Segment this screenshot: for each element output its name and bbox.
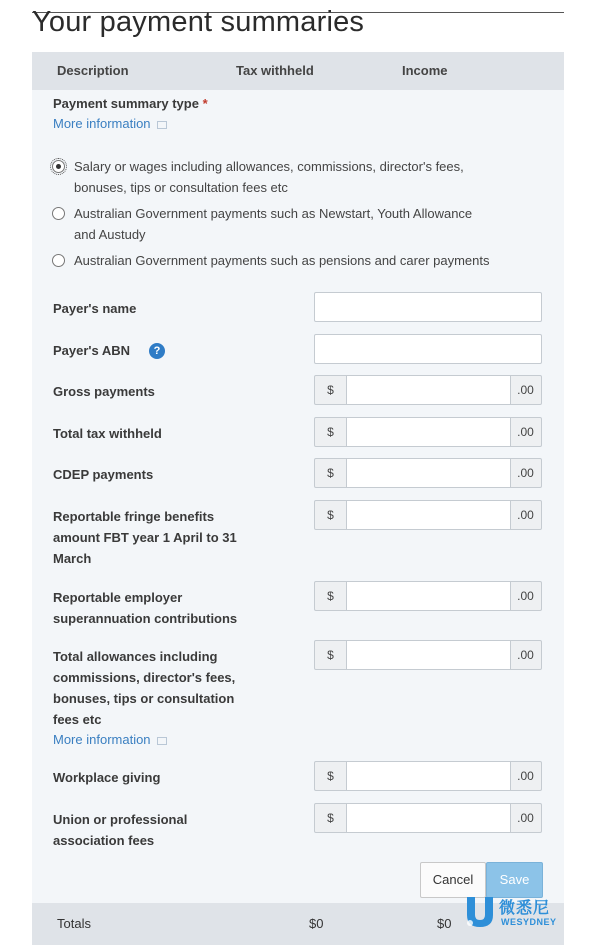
currency-symbol: $ (315, 418, 347, 446)
amount-field[interactable] (347, 762, 511, 790)
more-information-link[interactable] (53, 116, 167, 131)
decimal-suffix: .00 (517, 589, 534, 603)
decimal-suffix: .00 (517, 466, 534, 480)
cdep-payments-input[interactable] (314, 458, 542, 488)
payer-name-label: Payer's name (53, 301, 137, 316)
cdep-payments-label (53, 464, 153, 485)
currency-symbol: $ (315, 762, 347, 790)
decimal-suffix: .00 (517, 769, 534, 783)
label-line: Reportable employer (53, 590, 183, 605)
currency-symbol: $ (315, 804, 347, 832)
currency-symbol: $ (315, 501, 347, 529)
currency-symbol: $ (315, 582, 347, 610)
workplace-giving-input[interactable] (314, 761, 542, 791)
cancel-button[interactable]: Cancel (420, 862, 486, 898)
label-line: fees etc (53, 712, 102, 727)
label-line: Union or professional (53, 812, 188, 827)
label-line: Reportable fringe benefits (53, 509, 215, 524)
decimal-suffix: .00 (517, 508, 534, 522)
radio-gov-newstart[interactable] (52, 203, 552, 245)
radio-button[interactable] (52, 254, 65, 267)
label-line: bonuses, tips or consultation (53, 691, 235, 706)
total-allowances-label (53, 646, 235, 730)
amount-field[interactable] (347, 376, 511, 404)
more-information-text[interactable]: More information (53, 732, 151, 747)
radio-gov-pensions-label (74, 250, 490, 271)
payer-abn-input[interactable] (314, 334, 542, 364)
reportable-super-input[interactable] (314, 581, 542, 611)
decimal-suffix: .00 (517, 648, 534, 662)
header-description: Description (57, 63, 129, 78)
amount-field[interactable] (347, 501, 511, 529)
more-information-text[interactable]: More information (53, 116, 151, 131)
watermark-subtitle: WESYDNEY (501, 917, 557, 927)
label-line: superannuation contributions (53, 611, 238, 626)
amount-field[interactable] (347, 641, 511, 669)
gross-payments-input[interactable] (314, 375, 542, 405)
totals-label: Totals (57, 916, 91, 931)
table-header (32, 52, 564, 90)
decimal-suffix: .00 (517, 811, 534, 825)
wesydney-logo-icon (463, 893, 497, 931)
amount-field[interactable] (347, 582, 511, 610)
radio-label-line: and Austudy (74, 227, 146, 242)
radio-label-line: Australian Government payments such as pensions and carer payments (74, 253, 490, 268)
currency-symbol: $ (315, 641, 347, 669)
radio-button[interactable] (52, 207, 65, 220)
amount-field[interactable] (347, 418, 511, 446)
total-tax-withheld-input[interactable] (314, 417, 542, 447)
label-line: March (53, 551, 92, 566)
help-icon[interactable]: ? (149, 343, 165, 359)
radio-label-line: Salary or wages including allowances, commissions, director's fees, (74, 159, 464, 174)
label-line: Gross payments (53, 384, 155, 399)
payer-name-input[interactable] (314, 292, 542, 322)
external-link-icon (157, 737, 167, 745)
radio-salary-wages[interactable] (52, 156, 552, 198)
currency-symbol: $ (315, 459, 347, 487)
watermark-title: 微悉尼 (499, 900, 551, 917)
union-fees-label (53, 809, 187, 851)
label-line: commissions, director's fees, (53, 670, 236, 685)
reportable-fringe-benefits-input[interactable] (314, 500, 542, 530)
reportable-fringe-benefits-label (53, 506, 237, 569)
reportable-super-label (53, 587, 237, 629)
label-line: CDEP payments (53, 467, 154, 482)
radio-gov-newstart-label (74, 203, 472, 245)
radio-label-line: Australian Government payments such as Newstart, Youth Allowance (74, 206, 473, 221)
save-button[interactable]: Save (486, 862, 543, 898)
amount-field[interactable] (347, 804, 511, 832)
amount-field[interactable] (347, 459, 511, 487)
currency-symbol: $ (315, 376, 347, 404)
label-line: Total allowances including (53, 649, 218, 664)
decimal-suffix: .00 (517, 425, 534, 439)
gross-payments-label (53, 381, 155, 402)
page-title: Your payment summaries (32, 6, 365, 38)
summary-type-text: Payment summary type (53, 96, 199, 111)
workplace-giving-label (53, 767, 160, 788)
label-line: Total tax withheld (53, 426, 162, 441)
totals-tax-withheld: $0 (309, 916, 324, 931)
label-line: Workplace giving (53, 770, 161, 785)
total-allowances-input[interactable] (314, 640, 542, 670)
radio-label-line: bonuses, tips or consultation fees etc (74, 180, 288, 195)
radio-salary-wages-label (74, 156, 464, 198)
wesydney-watermark (463, 893, 593, 935)
label-line: amount FBT year 1 April to 31 (53, 530, 237, 545)
total-tax-withheld-label (53, 423, 162, 444)
decimal-suffix: .00 (517, 383, 534, 397)
external-link-icon (157, 121, 167, 129)
more-information-link-2[interactable] (53, 732, 167, 747)
union-fees-input[interactable] (314, 803, 542, 833)
label-line: association fees (53, 833, 155, 848)
header-income: Income (402, 63, 448, 78)
payer-abn-label: Payer's ABN (53, 343, 131, 358)
totals-income: $0 (437, 916, 452, 931)
summary-type-label (53, 93, 208, 114)
header-tax-withheld: Tax withheld (236, 63, 314, 78)
radio-gov-pensions[interactable] (52, 250, 552, 271)
radio-button-checked[interactable] (52, 160, 65, 173)
required-marker: * (202, 96, 208, 111)
